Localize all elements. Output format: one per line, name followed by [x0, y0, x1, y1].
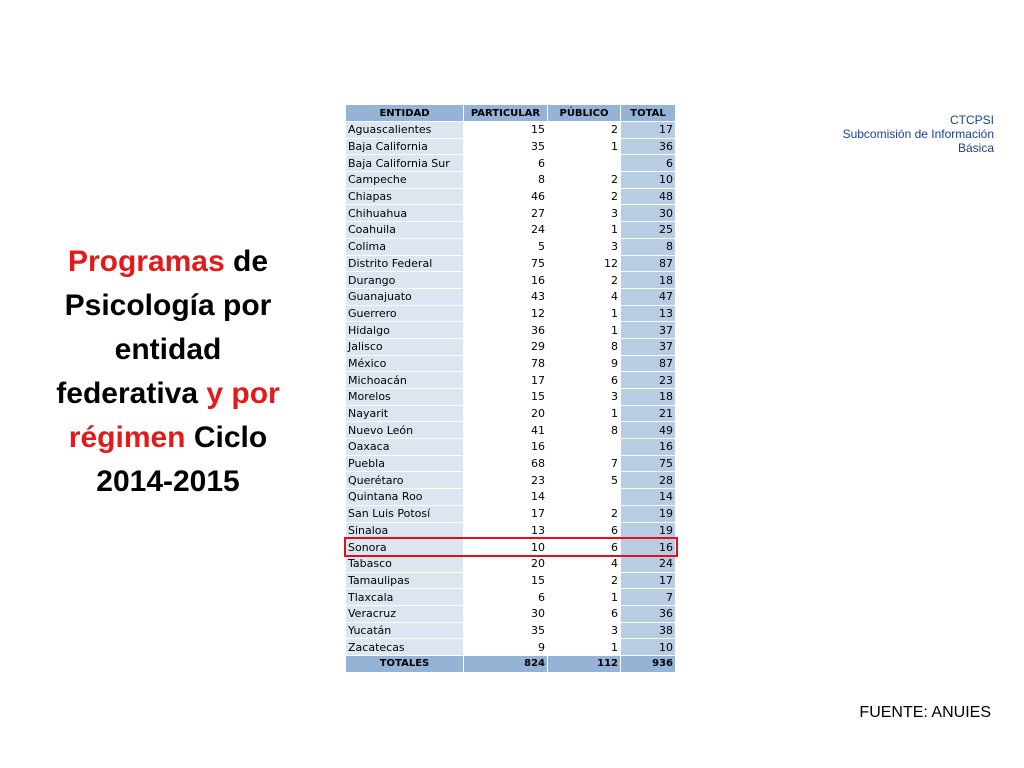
cell-entity: Baja California Sur [346, 155, 464, 172]
cell-entity: Quintana Roo [346, 489, 464, 506]
cell-total: 87 [621, 255, 676, 272]
cell-publico: 2 [548, 172, 621, 189]
header-particular: PARTICULAR [464, 105, 548, 122]
cell-particular: 8 [464, 172, 548, 189]
cell-entity: Tlaxcala [346, 589, 464, 606]
cell-total: 28 [621, 472, 676, 489]
totals-particular: 824 [464, 656, 548, 673]
table-row [346, 589, 676, 606]
table-row [346, 122, 676, 139]
cell-publico: 6 [548, 522, 621, 539]
title-part-2: de Psicología por entidad federativa [56, 245, 272, 410]
title-part-3: y por régimen [68, 377, 280, 454]
cell-total: 18 [621, 272, 676, 289]
table-row [346, 455, 676, 472]
table-row [346, 155, 676, 172]
cell-entity: Chiapas [346, 188, 464, 205]
cell-particular: 17 [464, 505, 548, 522]
table-row [346, 505, 676, 522]
cell-particular: 5 [464, 238, 548, 255]
table-header-row [346, 105, 676, 122]
cell-entity: Colima [346, 238, 464, 255]
cell-particular: 29 [464, 338, 548, 355]
cell-particular: 75 [464, 255, 548, 272]
table-row [346, 439, 676, 456]
table-row [346, 472, 676, 489]
cell-entity: Veracruz [346, 605, 464, 622]
table-row [346, 138, 676, 155]
cell-entity: Oaxaca [346, 439, 464, 456]
table-row [346, 288, 676, 305]
cell-particular: 35 [464, 138, 548, 155]
cell-total: 7 [621, 589, 676, 606]
cell-entity: Guanajuato [346, 288, 464, 305]
table-row [346, 489, 676, 506]
cell-total: 10 [621, 172, 676, 189]
cell-publico: 3 [548, 389, 621, 406]
cell-entity: Michoacán [346, 372, 464, 389]
cell-total: 8 [621, 238, 676, 255]
cell-total: 37 [621, 338, 676, 355]
cell-publico: 2 [548, 505, 621, 522]
cell-publico: 12 [548, 255, 621, 272]
cell-particular: 27 [464, 205, 548, 222]
cell-particular: 36 [464, 322, 548, 339]
cell-particular: 15 [464, 572, 548, 589]
cell-entity: Nayarit [346, 405, 464, 422]
header-entidad: ENTIDAD [346, 105, 464, 122]
cell-entity: Chihuahua [346, 205, 464, 222]
cell-particular: 6 [464, 155, 548, 172]
cell-publico: 8 [548, 338, 621, 355]
cell-publico: 5 [548, 472, 621, 489]
cell-total: 48 [621, 188, 676, 205]
cell-total: 24 [621, 555, 676, 572]
cell-particular: 68 [464, 455, 548, 472]
cell-particular: 9 [464, 639, 548, 656]
cell-publico: 4 [548, 288, 621, 305]
table-row [346, 572, 676, 589]
cell-publico: 2 [548, 572, 621, 589]
cell-publico: 1 [548, 305, 621, 322]
org-line-2: Subcomisión de Información [842, 127, 994, 141]
header-total: TOTAL [621, 105, 676, 122]
cell-particular: 23 [464, 472, 548, 489]
cell-total: 14 [621, 489, 676, 506]
cell-publico: 1 [548, 639, 621, 656]
cell-entity: Tabasco [346, 555, 464, 572]
table-row [346, 555, 676, 572]
table-row [346, 272, 676, 289]
cell-entity: Puebla [346, 455, 464, 472]
cell-particular: 14 [464, 489, 548, 506]
table-row [346, 322, 676, 339]
cell-publico: 3 [548, 205, 621, 222]
cell-entity: Coahuila [346, 222, 464, 239]
cell-total: 17 [621, 572, 676, 589]
cell-particular: 20 [464, 405, 548, 422]
totals-label: TOTALES [346, 656, 464, 673]
cell-particular: 24 [464, 222, 548, 239]
cell-publico: 4 [548, 555, 621, 572]
cell-entity: Campeche [346, 172, 464, 189]
cell-entity: Hidalgo [346, 322, 464, 339]
table-row [346, 338, 676, 355]
table-row [346, 222, 676, 239]
cell-total: 23 [621, 372, 676, 389]
cell-total: 19 [621, 505, 676, 522]
cell-particular: 15 [464, 389, 548, 406]
cell-total: 13 [621, 305, 676, 322]
totals-total: 936 [621, 656, 676, 673]
table-row [346, 422, 676, 439]
cell-entity: Sonora [346, 539, 464, 556]
cell-publico: 2 [548, 272, 621, 289]
cell-publico: 1 [548, 222, 621, 239]
cell-total: 30 [621, 205, 676, 222]
cell-publico: 1 [548, 589, 621, 606]
table-row [346, 172, 676, 189]
cell-entity: Jalisco [346, 338, 464, 355]
cell-total: 75 [621, 455, 676, 472]
cell-publico: 9 [548, 355, 621, 372]
slide-title [42, 240, 294, 504]
cell-particular: 12 [464, 305, 548, 322]
cell-total: 36 [621, 605, 676, 622]
cell-total: 87 [621, 355, 676, 372]
table-row [346, 188, 676, 205]
cell-total: 49 [621, 422, 676, 439]
cell-entity: San Luis Potosí [346, 505, 464, 522]
cell-particular: 15 [464, 122, 548, 139]
table-row [346, 605, 676, 622]
title-part-1: Programas [67, 245, 225, 278]
table-row [346, 355, 676, 372]
table-row [346, 255, 676, 272]
cell-particular: 17 [464, 372, 548, 389]
cell-total: 37 [621, 322, 676, 339]
cell-publico [548, 439, 621, 456]
cell-entity: Distrito Federal [346, 255, 464, 272]
cell-total: 19 [621, 522, 676, 539]
cell-particular: 78 [464, 355, 548, 372]
cell-publico [548, 489, 621, 506]
cell-particular: 30 [464, 605, 548, 622]
cell-total: 21 [621, 405, 676, 422]
cell-publico: 1 [548, 138, 621, 155]
cell-publico: 1 [548, 405, 621, 422]
cell-entity: Baja California [346, 138, 464, 155]
cell-publico: 3 [548, 238, 621, 255]
table-row [346, 639, 676, 656]
cell-total: 18 [621, 389, 676, 406]
cell-publico [548, 155, 621, 172]
cell-entity: Sinaloa [346, 522, 464, 539]
table-row [346, 522, 676, 539]
cell-entity: Guerrero [346, 305, 464, 322]
cell-publico: 6 [548, 539, 621, 556]
cell-entity: Yucatán [346, 622, 464, 639]
cell-publico: 6 [548, 605, 621, 622]
cell-total: 36 [621, 138, 676, 155]
cell-publico: 2 [548, 188, 621, 205]
totals-row [346, 656, 676, 673]
table-row [346, 405, 676, 422]
cell-total: 38 [621, 622, 676, 639]
table-row [346, 205, 676, 222]
cell-particular: 10 [464, 539, 548, 556]
cell-entity: Aguascalientes [346, 122, 464, 139]
cell-particular: 43 [464, 288, 548, 305]
cell-total: 16 [621, 539, 676, 556]
cell-entity: Durango [346, 272, 464, 289]
cell-particular: 13 [464, 522, 548, 539]
cell-particular: 16 [464, 439, 548, 456]
cell-particular: 41 [464, 422, 548, 439]
cell-total: 17 [621, 122, 676, 139]
cell-publico: 7 [548, 455, 621, 472]
cell-particular: 6 [464, 589, 548, 606]
table-body [346, 122, 676, 656]
cell-entity: Nuevo León [346, 422, 464, 439]
cell-total: 6 [621, 155, 676, 172]
cell-total: 16 [621, 439, 676, 456]
programs-table [345, 104, 676, 673]
cell-total: 10 [621, 639, 676, 656]
cell-particular: 16 [464, 272, 548, 289]
cell-total: 47 [621, 288, 676, 305]
totals-publico: 112 [548, 656, 621, 673]
table-row [346, 238, 676, 255]
cell-particular: 20 [464, 555, 548, 572]
cell-entity: Querétaro [346, 472, 464, 489]
cell-entity: Tamaulipas [346, 572, 464, 589]
cell-entity: Zacatecas [346, 639, 464, 656]
cell-publico: 1 [548, 322, 621, 339]
cell-entity: Morelos [346, 389, 464, 406]
org-line-3: Básica [957, 141, 994, 155]
table-row [346, 372, 676, 389]
org-line-1: CTCPSI [949, 113, 994, 127]
table-row [346, 539, 676, 556]
cell-publico: 2 [548, 122, 621, 139]
cell-entity: México [346, 355, 464, 372]
source-note: FUENTE: ANUIES [859, 704, 991, 721]
header-publico: PÚBLICO [548, 105, 621, 122]
cell-total: 25 [621, 222, 676, 239]
table-row [346, 622, 676, 639]
table-row [346, 305, 676, 322]
org-label [843, 113, 994, 155]
cell-publico: 8 [548, 422, 621, 439]
cell-publico: 6 [548, 372, 621, 389]
table-row [346, 389, 676, 406]
title-part-4: Ciclo 2014-2015 [96, 421, 268, 498]
cell-publico: 3 [548, 622, 621, 639]
cell-particular: 46 [464, 188, 548, 205]
cell-particular: 35 [464, 622, 548, 639]
